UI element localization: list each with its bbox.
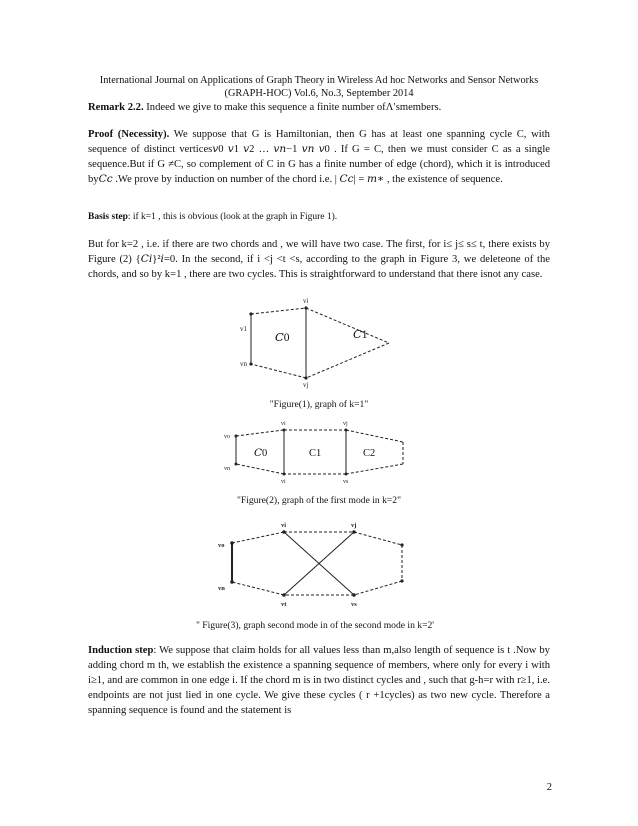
- fig1-vertex-vj: [304, 376, 307, 379]
- fig1-label-v1: v1: [240, 325, 247, 333]
- fig2-edge-bottom-3: [346, 464, 403, 474]
- fig3-label-vj: vj: [351, 522, 357, 529]
- k2-text: But for k=2 , i.e. if there are two chords and , we will have two case. The first, for i≤ j≤ s≤ t, there exists by Figure (2) {𝐶𝑖}²𝑖=0. In the second, if i <j <t <s, according to the graph in Figure 3, we deleteone of the chords, and so by k=1 , there are two cycles. This is straightforward to understand that there isnot any case.: [88, 239, 550, 280]
- fig1-label-vi: vi: [303, 297, 309, 305]
- induction-text: : We suppose that claim holds for all values less than m,also length of sequence is t .Now by adding chord m th, we establish the existence a spanning sequence of members, where only for every i with i≥1, and are common in one edge i. If the chord m is in two distinct cycles and , such that g-h=r with r≥1, i.e. endpoints are not just lied in one cycle. We give these cycles ( r +1cycles) as two new cycle. Therefore a spanning sequence is found and the statement is: [88, 645, 550, 716]
- fig1-vertex-v1: [249, 312, 252, 315]
- fig2-label-c0: 𝐶0: [254, 448, 268, 459]
- fig1-edge-top-left: [251, 308, 306, 314]
- fig2-vertex-vi-top: [283, 429, 286, 432]
- fig2-edge-top-3: [346, 430, 403, 442]
- basis-label: Basis step: [88, 212, 128, 222]
- fig2-label-vi-bottom: vi: [281, 479, 286, 485]
- fig1-vertex-vn: [249, 362, 252, 365]
- induction-label: Induction step: [88, 645, 154, 656]
- figure-2-caption: "Figure(2), graph of the first mode in k=2": [236, 495, 402, 506]
- figure-2: [220, 418, 420, 490]
- fig2-label-vi-top: vi: [281, 421, 286, 427]
- k2-paragraph: [88, 237, 550, 282]
- fig3-edge-top-1: [232, 532, 284, 543]
- fig2-vertex-vi-bottom: [283, 473, 286, 476]
- fig2-label-vn: vn: [224, 466, 230, 472]
- fig3-vertex-vi: [282, 530, 286, 534]
- journal-header-line2: (GRAPH-HOC) Vol.6, No.3, September 2014: [224, 88, 414, 99]
- fig1-label-c0: 𝐶0: [275, 332, 290, 344]
- figure-3: [218, 517, 418, 612]
- fig3-edge-bottom-1: [232, 582, 284, 595]
- fig3-label-vn: vn: [218, 585, 225, 592]
- fig1-edge-bottom-right: [306, 343, 389, 378]
- fig1-edge-top-right: [306, 308, 389, 343]
- fig1-label-c1: 𝐶1: [353, 329, 368, 341]
- fig3-edge-bottom-3: [354, 581, 402, 595]
- fig3-vertex-vs: [352, 593, 356, 597]
- remark-text: Indeed we give to make this sequence a finite number ofΛ′smembers.: [143, 102, 442, 113]
- fig3-label-vs: vs: [351, 601, 357, 608]
- proof-label: Proof (Necessity).: [88, 129, 170, 140]
- fig1-label-vn: vn: [240, 360, 247, 368]
- fig2-vertex-vj-top: [345, 429, 348, 432]
- fig3-vertex-vj: [352, 530, 356, 534]
- fig3-label-vi: vi: [281, 522, 287, 529]
- fig2-label-vj-top: vj: [343, 421, 348, 427]
- fig1-label-vj: vj: [303, 381, 309, 389]
- fig2-vertex-vo: [235, 435, 238, 438]
- fig3-vertex-right-bottom: [400, 579, 403, 582]
- page-number: 2: [546, 782, 552, 793]
- induction-paragraph: [88, 643, 550, 718]
- remark-label: Remark 2.2.: [88, 102, 144, 113]
- basis-paragraph: [88, 210, 550, 225]
- proof-text: We suppose that G is Hamiltonian, then G has at least one spanning cycle C, with sequence of distinct vertices𝑣0 𝑣1 𝑣2 … 𝑣𝑛−1 𝑣𝑛 𝑣0 . If G = C, then we must consider C as a single sequence.But if G ≠C, so complement of C in G has a finite number of edge (chord), which it is introduced by𝐶𝑐 .We prove by induction on number of the chord i.e. | 𝐶𝑐| = 𝑚∗ , the existence of sequence.: [88, 129, 550, 185]
- fig2-label-c2: C2: [363, 448, 376, 459]
- fig3-vertex-right-top: [400, 543, 403, 546]
- figure-3-caption: " Figure(3), graph second mode in of the second mode in k=2': [195, 620, 435, 631]
- remark-paragraph: [88, 100, 550, 115]
- fig2-label-vs-bottom: vs: [343, 479, 349, 485]
- fig2-vertex-vs-bottom: [345, 473, 348, 476]
- fig2-label-vo: vo: [224, 434, 230, 440]
- fig3-edge-top-3: [354, 532, 402, 545]
- fig3-vertex-vt: [282, 593, 286, 597]
- basis-text: : if k=1 , this is obvious (look at the graph in Figure 1).: [127, 212, 338, 222]
- journal-header-line1: International Journal on Applications of Graph Theory in Wireless Ad hoc Networks and Sensor Networks: [99, 75, 539, 86]
- fig1-edge-bottom-left: [251, 364, 306, 378]
- journal-header: [40, 74, 598, 100]
- fig2-edge-bottom-1: [236, 464, 284, 474]
- fig3-label-vt: vt: [281, 601, 287, 608]
- fig3-vertex-vo: [230, 541, 234, 545]
- fig2-edge-top-1: [236, 430, 284, 436]
- figure-1: [225, 296, 415, 391]
- figure-1-caption: "Figure(1), graph of k=1": [269, 399, 369, 410]
- fig3-label-vo: vo: [218, 542, 225, 549]
- fig2-vertex-vn: [235, 463, 238, 466]
- fig2-label-c1: C1: [309, 448, 322, 459]
- fig1-vertex-vi: [304, 306, 307, 309]
- proof-paragraph: [88, 127, 550, 187]
- fig3-vertex-vn: [230, 580, 234, 584]
